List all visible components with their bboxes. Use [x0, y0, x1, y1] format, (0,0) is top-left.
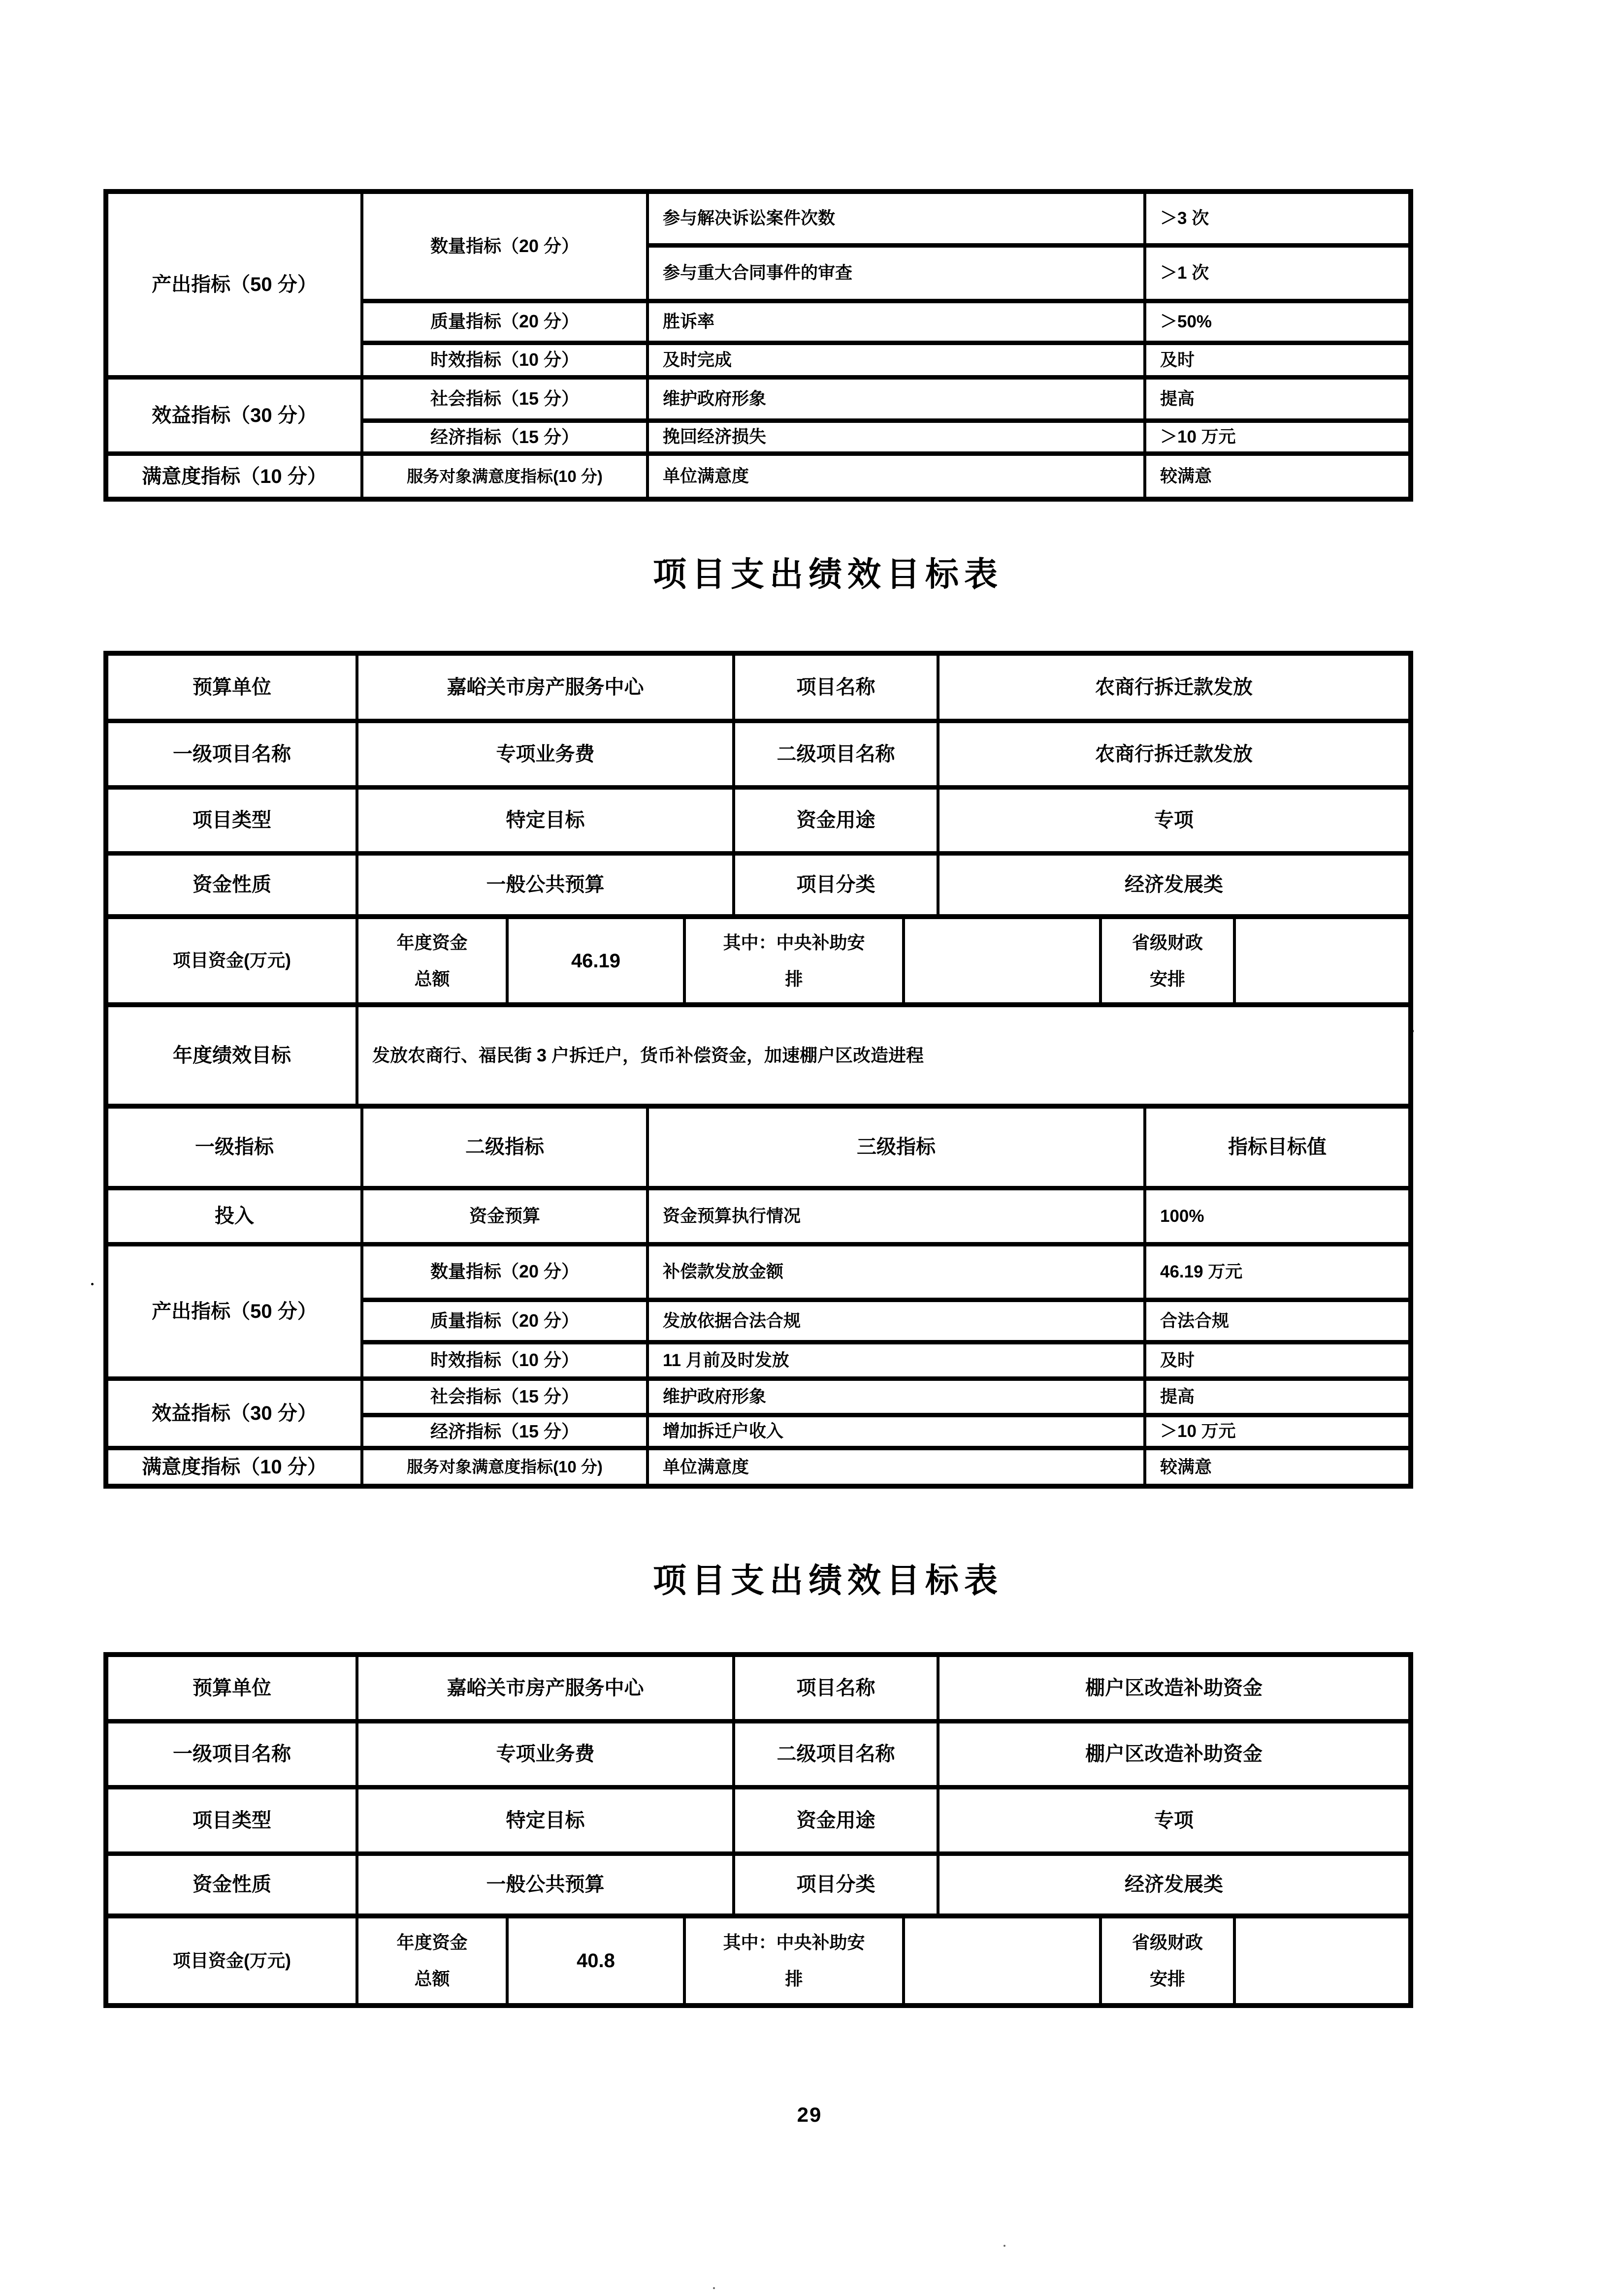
cell-fund-nature-value: 一般公共预算 — [357, 1853, 734, 1916]
scan-artifact-dot — [713, 2287, 715, 2289]
cell-fund-nature-value: 一般公共预算 — [357, 853, 734, 917]
cell-indicator: 参与重大合同事件的审查 — [648, 245, 1145, 301]
annual-goal-table — [103, 1002, 1413, 1109]
table-row — [106, 377, 1411, 420]
cell-target-value: 提高 — [1145, 1378, 1411, 1415]
cell-target-value: 合法合规 — [1145, 1300, 1411, 1342]
cell-fund-usage-label: 资金用途 — [734, 787, 938, 853]
cell-indicator: 补偿款发放金额 — [648, 1244, 1145, 1300]
cell-project-funds-label: 项目资金(万元) — [106, 917, 357, 1005]
cell-indicator: 单位满意度 — [648, 1448, 1145, 1486]
project-table-2 — [103, 1652, 1408, 2008]
table-row — [106, 787, 1411, 853]
cell-indicator: 维护政府形象 — [648, 377, 1145, 420]
table-row — [106, 721, 1411, 787]
cell-project-name-value: 农商行拆迁款发放 — [938, 653, 1411, 721]
cell-target-value: ＞10 万元 — [1145, 1415, 1411, 1448]
cell-group-satisfaction: 满意度指标（10 分） — [106, 1448, 362, 1486]
cell-indicator: 及时完成 — [648, 343, 1145, 377]
cell-fund-nature-label: 资金性质 — [106, 1853, 357, 1916]
cell-budget-unit-label: 预算单位 — [106, 1655, 357, 1721]
cell-sub-social: 社会指标（15 分） — [362, 1378, 648, 1415]
cell-level2-label: 二级项目名称 — [734, 721, 938, 787]
indicator-table — [103, 189, 1413, 502]
cell-sub-quality: 质量指标（20 分） — [362, 1300, 648, 1342]
table-row — [106, 1188, 1411, 1244]
cell-target-value: ＞10 万元 — [1145, 420, 1411, 453]
cell-budget-unit-label: 预算单位 — [106, 653, 357, 721]
cell-target-value: 100% — [1145, 1188, 1411, 1244]
cell-provincial-value — [1234, 1916, 1411, 2006]
cell-group-satisfaction: 满意度指标（10 分） — [106, 453, 362, 499]
cell-target-value: 较满意 — [1145, 453, 1411, 499]
cell-annual-goal-label: 年度绩效目标 — [106, 1005, 357, 1106]
cell-project-class-label: 项目分类 — [734, 853, 938, 917]
cell-project-type-value: 特定目标 — [357, 1787, 734, 1853]
cell-provincial-label: 省级财政安排 — [1101, 917, 1234, 1005]
table-row — [106, 1244, 1411, 1300]
cell-project-type-value: 特定目标 — [357, 787, 734, 853]
table-row — [106, 1106, 1411, 1188]
cell-indicator: 发放依据合法合规 — [648, 1300, 1145, 1342]
cell-annual-goal-value: 发放农商行、福民街 3 户拆迁户，货币补偿资金，加速棚户区改造进程 — [357, 1005, 1411, 1106]
cell-sub-timeliness: 时效指标（10 分） — [362, 343, 648, 377]
cell-budget-unit-value: 嘉峪关市房产服务中心 — [357, 1655, 734, 1721]
cell-fund-nature-label: 资金性质 — [106, 853, 357, 917]
project-info-table — [103, 651, 1413, 919]
cell-project-type-label: 项目类型 — [106, 787, 357, 853]
cell-provincial-value — [1234, 917, 1411, 1005]
cell-annual-total-label: 年度资金总额 — [357, 917, 507, 1005]
project-funds-table — [103, 914, 1413, 1007]
cell-indicator: 维护政府形象 — [648, 1378, 1145, 1415]
cell-annual-total-value: 46.19 — [507, 917, 684, 1005]
cell-group-benefit: 效益指标（30 分） — [106, 1378, 362, 1448]
cell-level1-value: 专项业务费 — [357, 721, 734, 787]
cell-sub-quality: 质量指标（20 分） — [362, 301, 648, 343]
page-number: 29 — [797, 2103, 822, 2126]
cell-input-label: 投入 — [106, 1188, 362, 1244]
cell-fund-usage-label: 资金用途 — [734, 1787, 938, 1853]
project-table-1 — [103, 651, 1408, 1489]
cell-sub-social: 社会指标（15 分） — [362, 377, 648, 420]
cell-group-output: 产出指标（50 分） — [106, 1244, 362, 1378]
cell-indicator: 增加拆迁户收入 — [648, 1415, 1145, 1448]
cell-project-class-value: 经济发展类 — [938, 1853, 1411, 1916]
cell-sub-timeliness: 时效指标（10 分） — [362, 1342, 648, 1378]
cell-indicator: 资金预算执行情况 — [648, 1188, 1145, 1244]
table-row — [106, 1853, 1411, 1916]
cell-indicator: 胜诉率 — [648, 301, 1145, 343]
cell-group-benefit: 效益指标（30 分） — [106, 377, 362, 453]
cell-central-subsidy-label: 其中：中央补助安排 — [684, 1916, 904, 2006]
cell-level1-value: 专项业务费 — [357, 1721, 734, 1787]
cell-project-name-label: 项目名称 — [734, 653, 938, 721]
cell-provincial-label: 省级财政安排 — [1101, 1916, 1234, 2006]
scan-artifact-dot — [91, 1283, 94, 1285]
table-row — [106, 1655, 1411, 1721]
table-row — [106, 653, 1411, 721]
scan-artifact-dot — [1004, 2245, 1005, 2247]
cell-fund-budget-label: 资金预算 — [362, 1188, 648, 1244]
cell-fund-usage-value: 专项 — [938, 1787, 1411, 1853]
doc-title: 项目支出绩效目标表 — [653, 556, 1004, 593]
cell-level1-label: 一级项目名称 — [106, 1721, 357, 1787]
cell-project-name-label: 项目名称 — [734, 1655, 938, 1721]
cell-annual-total-value: 40.8 — [507, 1916, 684, 2006]
cell-target-value: 较满意 — [1145, 1448, 1411, 1486]
table-row — [106, 917, 1411, 1005]
cell-project-class-label: 项目分类 — [734, 1853, 938, 1916]
cell-fund-usage-value: 专项 — [938, 787, 1411, 853]
table-row — [106, 1378, 1411, 1415]
cell-indicator: 单位满意度 — [648, 453, 1145, 499]
cell-central-subsidy-label: 其中：中央补助安排 — [684, 917, 904, 1005]
cell-annual-total-label: 年度资金总额 — [357, 1916, 507, 2006]
cell-project-name-value: 棚户区改造补助资金 — [938, 1655, 1411, 1721]
cell-target-value: ＞3 次 — [1145, 191, 1411, 245]
cell-level1-label: 一级项目名称 — [106, 721, 357, 787]
table-row — [106, 191, 1411, 245]
cell-level2-value: 棚户区改造补助资金 — [938, 1721, 1411, 1787]
table-row — [106, 1005, 1411, 1106]
project-info-table — [103, 1652, 1413, 1918]
cell-header-level2: 二级指标 — [362, 1106, 648, 1188]
cell-sub-service-satisfaction: 服务对象满意度指标(10 分) — [362, 1448, 648, 1486]
cell-target-value: 46.19 万元 — [1145, 1244, 1411, 1300]
cell-project-type-label: 项目类型 — [106, 1787, 357, 1853]
cell-target-value: 及时 — [1145, 1342, 1411, 1378]
table-row — [106, 1448, 1411, 1486]
table-row — [106, 853, 1411, 917]
performance-indicator-table-continued — [103, 189, 1408, 502]
cell-sub-economic: 经济指标（15 分） — [362, 420, 648, 453]
cell-sub-quantity: 数量指标（20 分） — [362, 1244, 648, 1300]
cell-budget-unit-value: 嘉峪关市房产服务中心 — [357, 653, 734, 721]
scan-artifact-dot — [1409, 1029, 1414, 1033]
cell-target-value: 提高 — [1145, 377, 1411, 420]
cell-indicator: 参与解决诉讼案件次数 — [648, 191, 1145, 245]
cell-project-class-value: 经济发展类 — [938, 853, 1411, 917]
cell-central-subsidy-value — [904, 1916, 1101, 2006]
cell-indicator: 挽回经济损失 — [648, 420, 1145, 453]
cell-level2-value: 农商行拆迁款发放 — [938, 721, 1411, 787]
table-row — [106, 1787, 1411, 1853]
cell-sub-economic: 经济指标（15 分） — [362, 1415, 648, 1448]
doc-title: 项目支出绩效目标表 — [653, 1562, 1004, 1599]
cell-project-funds-label: 项目资金(万元) — [106, 1916, 357, 2006]
cell-target-value: ＞50% — [1145, 301, 1411, 343]
cell-target-value: 及时 — [1145, 343, 1411, 377]
cell-header-level1: 一级指标 — [106, 1106, 362, 1188]
table-row — [106, 1721, 1411, 1787]
cell-central-subsidy-value — [904, 917, 1101, 1005]
cell-header-level3: 三级指标 — [648, 1106, 1145, 1188]
cell-sub-service-satisfaction: 服务对象满意度指标(10 分) — [362, 453, 648, 499]
cell-sub-quantity: 数量指标（20 分） — [362, 191, 648, 301]
cell-level2-label: 二级项目名称 — [734, 1721, 938, 1787]
table-row — [106, 1916, 1411, 2006]
table-row — [106, 453, 1411, 499]
cell-indicator: 11 月前及时发放 — [648, 1342, 1145, 1378]
project-funds-table — [103, 1913, 1413, 2008]
cell-target-value: ＞1 次 — [1145, 245, 1411, 301]
cell-group-output: 产出指标（50 分） — [106, 191, 362, 377]
cell-header-target: 指标目标值 — [1145, 1106, 1411, 1188]
indicator-section-table — [103, 1104, 1413, 1489]
